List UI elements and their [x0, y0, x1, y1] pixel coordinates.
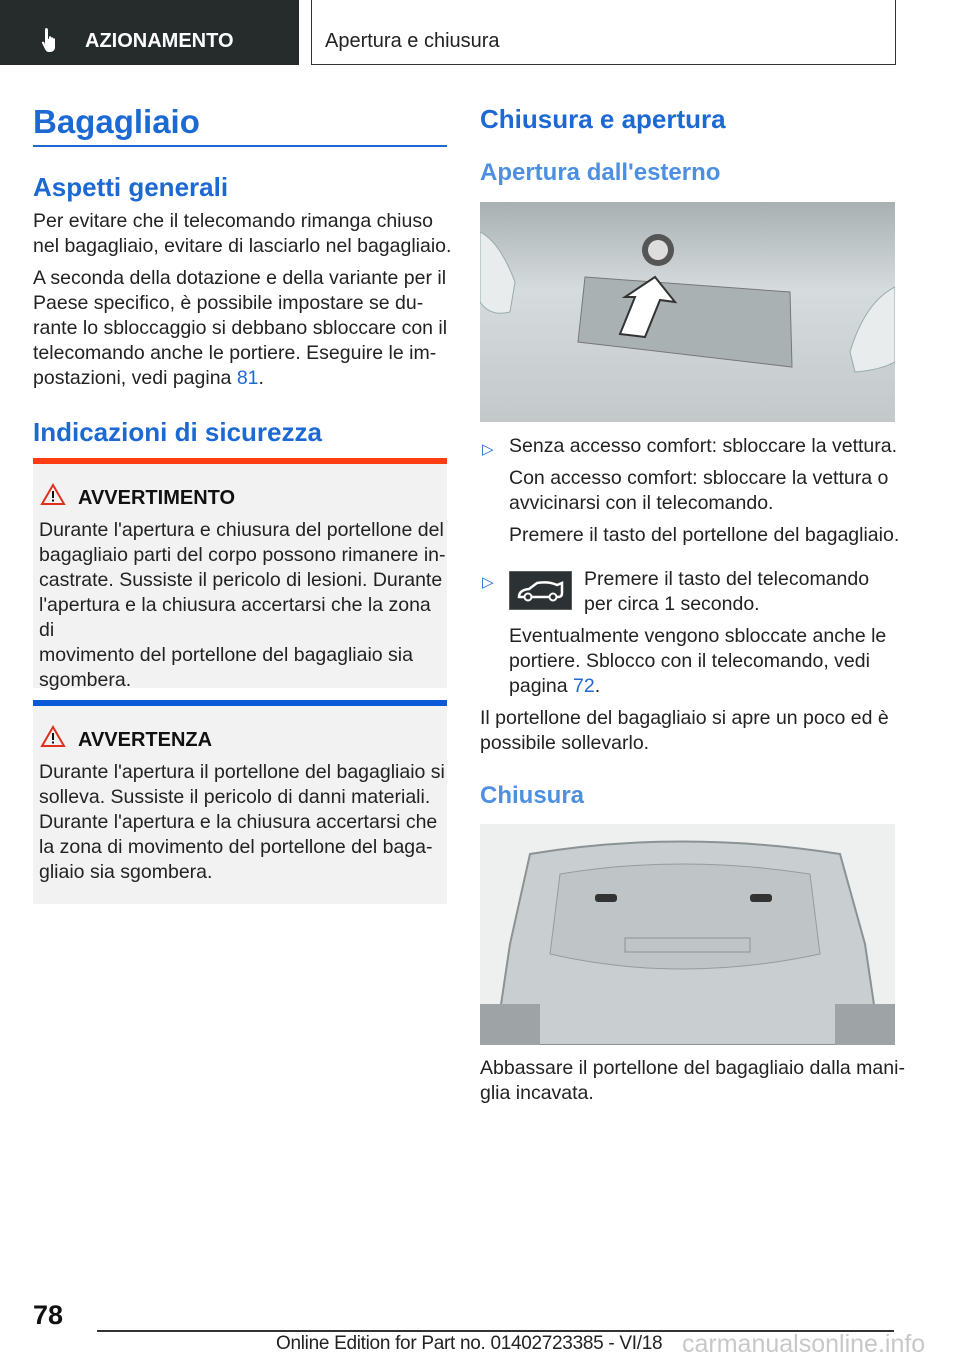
title-divider [33, 145, 447, 147]
general-text-1: Per evitare che il telecomando rimanga chiuso nel bagagliaio, evitare di lasciarlo nel bagagliaio. [33, 210, 452, 257]
warning-box [33, 464, 447, 691]
step-2-note-body: Eventualmente vengono sbloccate anche le portiere. Sblocco con il telecomando, vedi pagina [509, 625, 887, 697]
notice-title: AVVERTENZA [78, 729, 213, 751]
period: . [258, 367, 264, 389]
opening-result: Il portellone del bagagliaio si apre un poco ed è possibile sollevarlo. [480, 707, 889, 754]
closing-heading: Chiusura [480, 782, 585, 809]
section-heading: Chiusura e apertura [480, 104, 726, 134]
watermark: carmanualsonline.info [682, 1330, 926, 1358]
warning-triangle-icon [40, 725, 66, 748]
bullet-icon: ▷ [482, 574, 494, 591]
warning-text: Durante l'apertura e chiusura del portellone del bagagliaio parti del corpo possono rimanere in- castrate. Sussiste il pericolo di lesioni. Durante l'apertura e la chiusura accertarsi che la zona di movimento del portellone del bagagliaio sia sgombera. [39, 519, 446, 691]
trunk-exterior-image [480, 202, 895, 422]
notice-box [33, 706, 447, 904]
page-link-72[interactable]: 72 [572, 675, 595, 697]
hand-pointer-icon [40, 26, 64, 54]
trunk-lid-interior-image [480, 824, 895, 1045]
general-text-2 [33, 266, 447, 391]
opening-heading: Apertura dall'esterno [480, 159, 721, 186]
step-1-press: Premere il tasto del portellone del bagagliaio. [509, 524, 900, 546]
step-2-note [509, 624, 886, 699]
chapter-label: Apertura e chiusura [325, 30, 500, 52]
section-tab [0, 0, 299, 65]
period: . [594, 675, 601, 697]
warning-triangle-icon [40, 483, 66, 506]
page-title: Bagagliaio [33, 103, 200, 140]
section-label: AZIONAMENTO [85, 30, 234, 52]
bullet-icon: ▷ [482, 441, 494, 458]
notice-text: Durante l'apertura il portellone del bagagliaio si solleva. Sussiste il pericolo di danni materiali. Durante l'apertura e la chiusura accertarsi che la zona di movimento del portellone del baga- gliaio sia sgombera. [39, 761, 445, 883]
step-1: Senza accesso comfort: sbloccare la vettura. [509, 435, 898, 457]
general-heading: Aspetti generali [33, 172, 229, 202]
step-1-comfort: Con accesso comfort: sbloccare la vettura o avvicinarsi con il telecomando. [509, 467, 889, 514]
page-link-81[interactable]: 81 [236, 367, 259, 389]
remote-trunk-button-icon [509, 571, 572, 610]
warning-title: AVVERTIMENTO [78, 487, 236, 509]
edition-text: Online Edition for Part no. 01402723385 - VI/18 [276, 1333, 663, 1354]
chapter-tab [311, 0, 896, 65]
safety-heading: Indicazioni di sicurezza [33, 417, 322, 447]
closing-text: Abbassare il portellone del bagagliaio dalla mani- glia incavata. [480, 1057, 905, 1104]
step-2: Premere il tasto del telecomando per circa 1 secondo. [584, 568, 870, 615]
page-number: 78 [33, 1300, 64, 1330]
general-text-2-body: A seconda della dotazione e della variante per il Paese specifico, è possibile impostare se du- rante lo sbloccaggio si debbano sbloccare con il telecomando anche le portiere. Eseguire le im- postazioni, vedi pagina [33, 267, 448, 389]
